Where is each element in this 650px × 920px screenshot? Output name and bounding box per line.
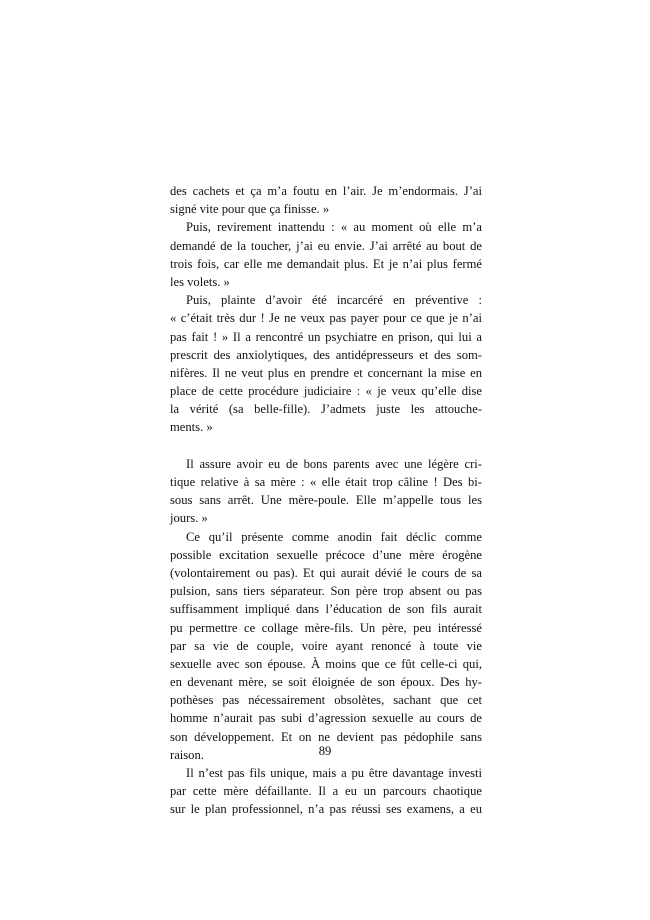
text-line: des cachets et ça m’a foutu en l’air. Je m’endormais. J’ai: [170, 184, 482, 198]
text-line: jours. »: [170, 511, 208, 526]
text-line: par sa vie de couple, voire ayant renoncé à toute vie: [170, 638, 482, 653]
text-line: raison.: [170, 747, 204, 762]
text-line: place de cette procédure judiciaire : « je veux qu’elle dise: [170, 384, 482, 399]
text-line: pulsion, sans tiers séparateur. Son père trop absent ou pas: [170, 584, 482, 599]
text-line: « c’était très dur ! Je ne veux pas payer pour ce que je n’ai: [170, 311, 482, 326]
text-line: les volets. »: [170, 274, 230, 289]
text-line: pothèses pas nécessairement obsolètes, sachant que cet: [170, 693, 482, 708]
text-line: prescrit des anxiolytiques, des antidépresseurs et des som-: [170, 347, 482, 362]
text-line: trois fois, car elle me demandait plus. Et je n’ai plus fermé: [170, 256, 482, 271]
text-line: sur le plan professionnel, n’a pas réussi ses examens, a eu: [170, 802, 482, 817]
text-line: sexuelle avec son épouse. À moins que ce fût celle-ci qui,: [170, 656, 482, 671]
text-line: Puis, plainte d’avoir été incarcéré en préventive :: [186, 293, 482, 308]
text-line: tique relative à sa mère : « elle était trop câline ! Des bi-: [170, 475, 482, 489]
text-line: par cette mère défaillante. Il a eu un parcours chaotique: [170, 784, 482, 799]
text-line: Il assure avoir eu de bons parents avec une légère cri-: [186, 456, 482, 471]
text-line: Il n’est pas fils unique, mais a pu être davantage investi: [186, 766, 482, 780]
text-line: ments. »: [170, 420, 213, 435]
text-line: demandé de la toucher, j’ai eu envie. J’ai arrêté au bout de: [170, 238, 482, 253]
text-line: signé vite pour que ça finisse. »: [170, 202, 330, 217]
text-line: sous sans arrêt. Une mère-poule. Elle m’appelle tous les: [170, 493, 482, 508]
text-line: nifères. Il ne veut plus en prendre et concernant la mise en: [170, 365, 482, 380]
text-line: pu permettre ce collage mère-fils. Un père, peu intéressé: [170, 620, 482, 635]
text-line: Ce qu’il présente comme anodin fait déclic comme: [186, 529, 482, 544]
text-line: suffisamment impliqué dans l’éducation de son fils aurait: [170, 602, 482, 617]
text-line: la vérité (sa belle-fille). J’admets juste les attouche-: [170, 402, 482, 417]
text-line: possible excitation sexuelle précoce d’une mère érogène: [170, 547, 482, 562]
text-line: pas fait ! » Il a rencontré un psychiatre en prison, qui lui a: [170, 329, 482, 344]
text-line: Puis, revirement inattendu : « au moment où elle m’a: [186, 220, 482, 235]
paragraph-gap: [170, 437, 482, 455]
text-line: homme n’aurait pas subi d’agression sexuelle au cours de: [170, 711, 482, 726]
body-text: [170, 182, 482, 819]
page-number: 89: [318, 744, 332, 758]
text-line: en devenant mère, se soit éloignée de son époux. Des hy-: [170, 675, 482, 690]
text-line: son développement. Et on ne devient pas pédophile sans: [170, 729, 482, 744]
text-line: (volontairement ou pas). Et qui aurait dévié le cours de sa: [170, 565, 482, 580]
